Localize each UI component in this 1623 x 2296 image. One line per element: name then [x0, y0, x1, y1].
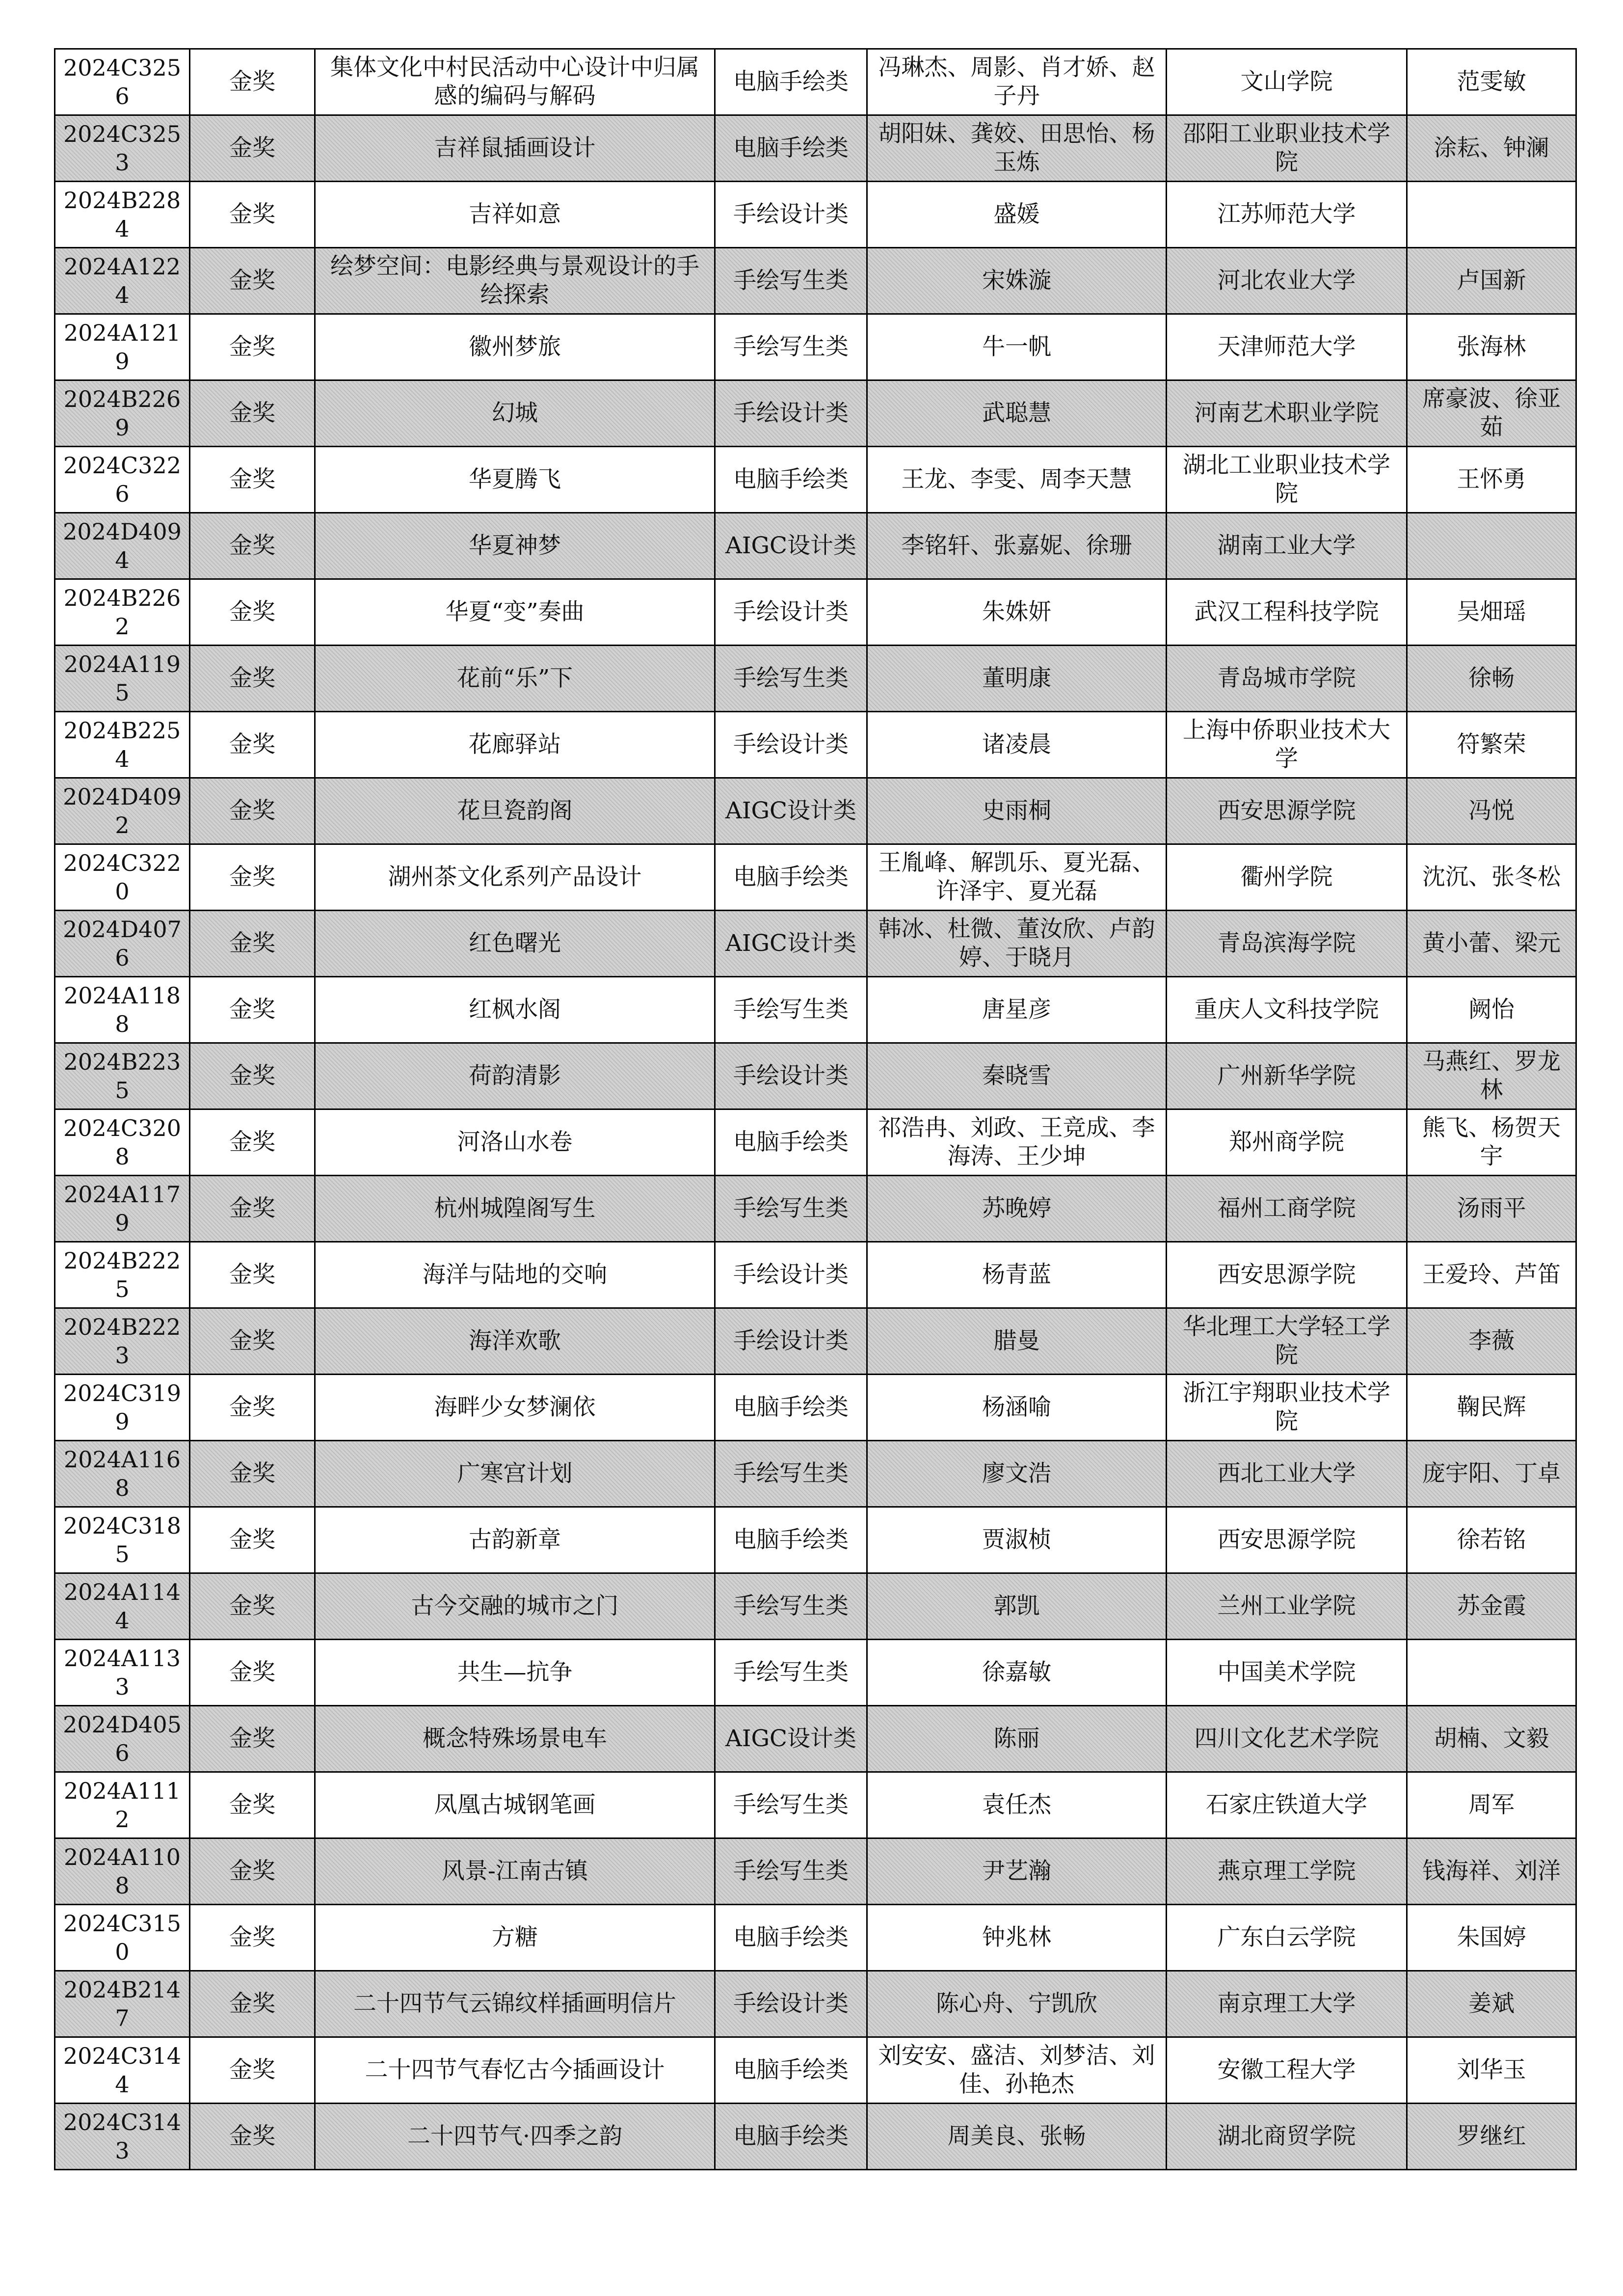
- authors-cell: 钟兆林: [867, 1905, 1167, 1971]
- entry-id-cell: 2024C3208: [55, 1109, 190, 1176]
- table-row: [55, 1573, 1576, 1640]
- table-row: [55, 447, 1576, 513]
- entry-id-cell: 2024A1144: [55, 1573, 190, 1640]
- work-title-cell: 二十四节气·四季之韵: [315, 2104, 715, 2170]
- advisor-cell: 阙怡: [1407, 977, 1576, 1043]
- award-cell: 金奖: [190, 646, 315, 712]
- entry-id-cell: 2024D4094: [55, 513, 190, 579]
- authors-cell: 祁浩冉、刘政、王竞成、李海涛、王少坤: [867, 1109, 1167, 1176]
- advisor-cell: 张海林: [1407, 314, 1576, 380]
- table-row: [55, 513, 1576, 579]
- advisor-cell: 姜斌: [1407, 1971, 1576, 2037]
- advisor-cell: 涂耘、钟澜: [1407, 115, 1576, 182]
- award-cell: 金奖: [190, 314, 315, 380]
- school-cell: 邵阳工业职业技术学院: [1167, 115, 1407, 182]
- award-cell: 金奖: [190, 1242, 315, 1308]
- entry-id-cell: 2024C3150: [55, 1905, 190, 1971]
- school-cell: 湖北工业职业技术学院: [1167, 447, 1407, 513]
- school-cell: 衢州学院: [1167, 844, 1407, 911]
- table-row: [55, 1441, 1576, 1507]
- award-cell: 金奖: [190, 844, 315, 911]
- advisor-cell: [1407, 513, 1576, 579]
- advisor-cell: [1407, 1640, 1576, 1706]
- category-cell: 电脑手绘类: [715, 49, 867, 115]
- school-cell: 福州工商学院: [1167, 1176, 1407, 1242]
- award-cell: 金奖: [190, 1706, 315, 1772]
- table-row: [55, 115, 1576, 182]
- entry-id-cell: 2024B2223: [55, 1308, 190, 1375]
- advisor-cell: 卢国新: [1407, 248, 1576, 314]
- entry-id-cell: 2024B2284: [55, 182, 190, 248]
- entry-id-cell: 2024D4076: [55, 911, 190, 977]
- authors-cell: 胡阳妹、龚姣、田思怡、杨玉炼: [867, 115, 1167, 182]
- category-cell: 手绘设计类: [715, 712, 867, 778]
- advisor-cell: 徐若铭: [1407, 1507, 1576, 1573]
- work-title-cell: 古今交融的城市之门: [315, 1573, 715, 1640]
- entry-id-cell: 2024B2225: [55, 1242, 190, 1308]
- school-cell: 湖北商贸学院: [1167, 2104, 1407, 2170]
- advisor-cell: 马燕红、罗龙林: [1407, 1043, 1576, 1109]
- award-cell: 金奖: [190, 1838, 315, 1905]
- school-cell: 江苏师范大学: [1167, 182, 1407, 248]
- entry-id-cell: 2024A1112: [55, 1772, 190, 1838]
- category-cell: 手绘设计类: [715, 1242, 867, 1308]
- school-cell: 西安思源学院: [1167, 1507, 1407, 1573]
- awards-table: [54, 48, 1577, 2170]
- entry-id-cell: 2024C3143: [55, 2104, 190, 2170]
- award-cell: 金奖: [190, 182, 315, 248]
- entry-id-cell: 2024A1179: [55, 1176, 190, 1242]
- advisor-cell: 徐畅: [1407, 646, 1576, 712]
- work-title-cell: 绘梦空间：电影经典与景观设计的手绘探索: [315, 248, 715, 314]
- school-cell: 西北工业大学: [1167, 1441, 1407, 1507]
- school-cell: 青岛城市学院: [1167, 646, 1407, 712]
- entry-id-cell: 2024B2269: [55, 380, 190, 447]
- authors-cell: 尹艺瀚: [867, 1838, 1167, 1905]
- authors-cell: 董明康: [867, 646, 1167, 712]
- award-cell: 金奖: [190, 2104, 315, 2170]
- school-cell: 武汉工程科技学院: [1167, 579, 1407, 646]
- table-row: [55, 977, 1576, 1043]
- awards-table-body: [55, 49, 1576, 2170]
- advisor-cell: 鞠民辉: [1407, 1375, 1576, 1441]
- authors-cell: 周美良、张畅: [867, 2104, 1167, 2170]
- award-cell: 金奖: [190, 1772, 315, 1838]
- category-cell: 手绘写生类: [715, 646, 867, 712]
- table-row: [55, 248, 1576, 314]
- school-cell: 重庆人文科技学院: [1167, 977, 1407, 1043]
- table-row: [55, 1640, 1576, 1706]
- entry-id-cell: 2024B2262: [55, 579, 190, 646]
- entry-id-cell: 2024B2254: [55, 712, 190, 778]
- table-row: [55, 844, 1576, 911]
- category-cell: 电脑手绘类: [715, 1109, 867, 1176]
- work-title-cell: 荷韵清影: [315, 1043, 715, 1109]
- category-cell: 电脑手绘类: [715, 844, 867, 911]
- award-cell: 金奖: [190, 1176, 315, 1242]
- category-cell: 电脑手绘类: [715, 1375, 867, 1441]
- work-title-cell: 吉祥鼠插画设计: [315, 115, 715, 182]
- advisor-cell: 朱国婷: [1407, 1905, 1576, 1971]
- category-cell: 电脑手绘类: [715, 1905, 867, 1971]
- category-cell: 手绘设计类: [715, 1308, 867, 1375]
- authors-cell: 徐嘉敏: [867, 1640, 1167, 1706]
- award-cell: 金奖: [190, 1640, 315, 1706]
- award-cell: 金奖: [190, 778, 315, 844]
- category-cell: 手绘写生类: [715, 1573, 867, 1640]
- entry-id-cell: 2024A1195: [55, 646, 190, 712]
- category-cell: 电脑手绘类: [715, 2037, 867, 2104]
- award-cell: 金奖: [190, 1971, 315, 2037]
- authors-cell: 冯琳杰、周影、肖才娇、赵子丹: [867, 49, 1167, 115]
- authors-cell: 郭凯: [867, 1573, 1167, 1640]
- award-cell: 金奖: [190, 712, 315, 778]
- advisor-cell: 符繁荣: [1407, 712, 1576, 778]
- work-title-cell: 杭州城隍阁写生: [315, 1176, 715, 1242]
- table-row: [55, 1971, 1576, 2037]
- entry-id-cell: 2024C3253: [55, 115, 190, 182]
- authors-cell: 诸凌晨: [867, 712, 1167, 778]
- table-row: [55, 712, 1576, 778]
- authors-cell: 唐星彦: [867, 977, 1167, 1043]
- entry-id-cell: 2024C3185: [55, 1507, 190, 1573]
- authors-cell: 秦晓雪: [867, 1043, 1167, 1109]
- entry-id-cell: 2024B2147: [55, 1971, 190, 2037]
- authors-cell: 腊曼: [867, 1308, 1167, 1375]
- school-cell: 河南艺术职业学院: [1167, 380, 1407, 447]
- school-cell: 湖南工业大学: [1167, 513, 1407, 579]
- authors-cell: 韩冰、杜微、董汝欣、卢韵婷、于晓月: [867, 911, 1167, 977]
- authors-cell: 袁任杰: [867, 1772, 1167, 1838]
- authors-cell: 贾淑桢: [867, 1507, 1167, 1573]
- table-row: [55, 2104, 1576, 2170]
- school-cell: 广东白云学院: [1167, 1905, 1407, 1971]
- award-cell: 金奖: [190, 1441, 315, 1507]
- advisor-cell: 沈沉、张冬松: [1407, 844, 1576, 911]
- work-title-cell: 概念特殊场景电车: [315, 1706, 715, 1772]
- award-cell: 金奖: [190, 115, 315, 182]
- table-row: [55, 1176, 1576, 1242]
- entry-id-cell: 2024B2235: [55, 1043, 190, 1109]
- category-cell: AIGC设计类: [715, 513, 867, 579]
- award-cell: 金奖: [190, 2037, 315, 2104]
- advisor-cell: 李薇: [1407, 1308, 1576, 1375]
- award-cell: 金奖: [190, 513, 315, 579]
- school-cell: 文山学院: [1167, 49, 1407, 115]
- advisor-cell: 汤雨平: [1407, 1176, 1576, 1242]
- advisor-cell: 席豪波、徐亚茹: [1407, 380, 1576, 447]
- entry-id-cell: 2024C3199: [55, 1375, 190, 1441]
- category-cell: 电脑手绘类: [715, 115, 867, 182]
- work-title-cell: 集体文化中村民活动中心设计中归属感的编码与解码: [315, 49, 715, 115]
- table-row: [55, 1905, 1576, 1971]
- entry-id-cell: 2024A1168: [55, 1441, 190, 1507]
- work-title-cell: 共生—抗争: [315, 1640, 715, 1706]
- table-row: [55, 49, 1576, 115]
- advisor-cell: 周军: [1407, 1772, 1576, 1838]
- work-title-cell: 海畔少女梦澜依: [315, 1375, 715, 1441]
- work-title-cell: 花旦瓷韵阁: [315, 778, 715, 844]
- award-cell: 金奖: [190, 977, 315, 1043]
- table-row: [55, 314, 1576, 380]
- entry-id-cell: 2024C3256: [55, 49, 190, 115]
- work-title-cell: 湖州茶文化系列产品设计: [315, 844, 715, 911]
- category-cell: 手绘设计类: [715, 1043, 867, 1109]
- entry-id-cell: 2024A1133: [55, 1640, 190, 1706]
- category-cell: 手绘写生类: [715, 1176, 867, 1242]
- school-cell: 华北理工大学轻工学院: [1167, 1308, 1407, 1375]
- award-cell: 金奖: [190, 380, 315, 447]
- advisor-cell: 黄小蕾、梁元: [1407, 911, 1576, 977]
- work-title-cell: 红枫水阁: [315, 977, 715, 1043]
- authors-cell: 李铭轩、张嘉妮、徐珊: [867, 513, 1167, 579]
- authors-cell: 王龙、李雯、周李天慧: [867, 447, 1167, 513]
- table-row: [55, 1308, 1576, 1375]
- school-cell: 天津师范大学: [1167, 314, 1407, 380]
- award-cell: 金奖: [190, 1905, 315, 1971]
- school-cell: 燕京理工学院: [1167, 1838, 1407, 1905]
- work-title-cell: 方糖: [315, 1905, 715, 1971]
- category-cell: 手绘写生类: [715, 1838, 867, 1905]
- award-cell: 金奖: [190, 1573, 315, 1640]
- work-title-cell: 广寒宫计划: [315, 1441, 715, 1507]
- table-row: [55, 911, 1576, 977]
- advisor-cell: 冯悦: [1407, 778, 1576, 844]
- table-row: [55, 1375, 1576, 1441]
- table-row: [55, 1772, 1576, 1838]
- school-cell: 石家庄铁道大学: [1167, 1772, 1407, 1838]
- entry-id-cell: 2024A1224: [55, 248, 190, 314]
- advisor-cell: 范雯敏: [1407, 49, 1576, 115]
- table-row: [55, 646, 1576, 712]
- category-cell: 手绘写生类: [715, 1640, 867, 1706]
- award-cell: 金奖: [190, 1308, 315, 1375]
- work-title-cell: 古韵新章: [315, 1507, 715, 1573]
- advisor-cell: 罗继红: [1407, 2104, 1576, 2170]
- award-cell: 金奖: [190, 1043, 315, 1109]
- entry-id-cell: 2024A1188: [55, 977, 190, 1043]
- school-cell: 安徽工程大学: [1167, 2037, 1407, 2104]
- category-cell: 手绘设计类: [715, 182, 867, 248]
- category-cell: 电脑手绘类: [715, 1507, 867, 1573]
- authors-cell: 武聪慧: [867, 380, 1167, 447]
- work-title-cell: 花前“乐”下: [315, 646, 715, 712]
- authors-cell: 牛一帆: [867, 314, 1167, 380]
- awards-table-container: [54, 48, 1575, 2170]
- table-row: [55, 380, 1576, 447]
- school-cell: 南京理工大学: [1167, 1971, 1407, 2037]
- authors-cell: 陈心舟、宁凯欣: [867, 1971, 1167, 2037]
- award-cell: 金奖: [190, 911, 315, 977]
- authors-cell: 苏晚婷: [867, 1176, 1167, 1242]
- category-cell: 手绘设计类: [715, 380, 867, 447]
- category-cell: 电脑手绘类: [715, 2104, 867, 2170]
- school-cell: 西安思源学院: [1167, 1242, 1407, 1308]
- award-cell: 金奖: [190, 49, 315, 115]
- entry-id-cell: 2024D4056: [55, 1706, 190, 1772]
- work-title-cell: 华夏腾飞: [315, 447, 715, 513]
- school-cell: 四川文化艺术学院: [1167, 1706, 1407, 1772]
- category-cell: 手绘写生类: [715, 977, 867, 1043]
- school-cell: 兰州工业学院: [1167, 1573, 1407, 1640]
- school-cell: 河北农业大学: [1167, 248, 1407, 314]
- authors-cell: 陈丽: [867, 1706, 1167, 1772]
- advisor-cell: 刘华玉: [1407, 2037, 1576, 2104]
- award-cell: 金奖: [190, 579, 315, 646]
- school-cell: 青岛滨海学院: [1167, 911, 1407, 977]
- category-cell: 手绘写生类: [715, 1441, 867, 1507]
- authors-cell: 盛媛: [867, 182, 1167, 248]
- entry-id-cell: 2024C3144: [55, 2037, 190, 2104]
- school-cell: 郑州商学院: [1167, 1109, 1407, 1176]
- school-cell: 中国美术学院: [1167, 1640, 1407, 1706]
- work-title-cell: 二十四节气云锦纹样插画明信片: [315, 1971, 715, 2037]
- table-row: [55, 579, 1576, 646]
- authors-cell: 刘安安、盛洁、刘梦洁、刘佳、孙艳杰: [867, 2037, 1167, 2104]
- award-cell: 金奖: [190, 1109, 315, 1176]
- table-row: [55, 1706, 1576, 1772]
- work-title-cell: 风景-江南古镇: [315, 1838, 715, 1905]
- school-cell: 上海中侨职业技术大学: [1167, 712, 1407, 778]
- school-cell: 浙江宇翔职业技术学院: [1167, 1375, 1407, 1441]
- entry-id-cell: 2024D4092: [55, 778, 190, 844]
- category-cell: 手绘写生类: [715, 314, 867, 380]
- work-title-cell: 二十四节气春忆古今插画设计: [315, 2037, 715, 2104]
- authors-cell: 宋姝漩: [867, 248, 1167, 314]
- work-title-cell: 华夏神梦: [315, 513, 715, 579]
- school-cell: 西安思源学院: [1167, 778, 1407, 844]
- advisor-cell: [1407, 182, 1576, 248]
- work-title-cell: 河洛山水卷: [315, 1109, 715, 1176]
- advisor-cell: 胡楠、文毅: [1407, 1706, 1576, 1772]
- advisor-cell: 熊飞、杨贺天宇: [1407, 1109, 1576, 1176]
- table-row: [55, 778, 1576, 844]
- award-cell: 金奖: [190, 1507, 315, 1573]
- authors-cell: 朱姝妍: [867, 579, 1167, 646]
- table-row: [55, 1109, 1576, 1176]
- table-row: [55, 1242, 1576, 1308]
- work-title-cell: 海洋欢歌: [315, 1308, 715, 1375]
- award-cell: 金奖: [190, 1375, 315, 1441]
- advisor-cell: 王怀勇: [1407, 447, 1576, 513]
- entry-id-cell: 2024C3220: [55, 844, 190, 911]
- advisor-cell: 庞宇阳、丁卓: [1407, 1441, 1576, 1507]
- table-row: [55, 1507, 1576, 1573]
- category-cell: AIGC设计类: [715, 1706, 867, 1772]
- authors-cell: 杨涵喻: [867, 1375, 1167, 1441]
- category-cell: 手绘设计类: [715, 579, 867, 646]
- table-row: [55, 1043, 1576, 1109]
- work-title-cell: 海洋与陆地的交响: [315, 1242, 715, 1308]
- authors-cell: 廖文浩: [867, 1441, 1167, 1507]
- advisor-cell: 钱海祥、刘洋: [1407, 1838, 1576, 1905]
- award-cell: 金奖: [190, 447, 315, 513]
- work-title-cell: 花廊驿站: [315, 712, 715, 778]
- award-cell: 金奖: [190, 248, 315, 314]
- authors-cell: 王胤峰、解凯乐、夏光磊、许泽宇、夏光磊: [867, 844, 1167, 911]
- authors-cell: 史雨桐: [867, 778, 1167, 844]
- entry-id-cell: 2024A1219: [55, 314, 190, 380]
- table-row: [55, 182, 1576, 248]
- work-title-cell: 吉祥如意: [315, 182, 715, 248]
- category-cell: 手绘设计类: [715, 1971, 867, 2037]
- category-cell: AIGC设计类: [715, 778, 867, 844]
- category-cell: 电脑手绘类: [715, 447, 867, 513]
- work-title-cell: 红色曙光: [315, 911, 715, 977]
- school-cell: 广州新华学院: [1167, 1043, 1407, 1109]
- category-cell: AIGC设计类: [715, 911, 867, 977]
- work-title-cell: 凤凰古城钢笔画: [315, 1772, 715, 1838]
- entry-id-cell: 2024A1108: [55, 1838, 190, 1905]
- work-title-cell: 幻城: [315, 380, 715, 447]
- work-title-cell: 徽州梦旅: [315, 314, 715, 380]
- advisor-cell: 吴畑瑶: [1407, 579, 1576, 646]
- table-row: [55, 1838, 1576, 1905]
- authors-cell: 杨青蓝: [867, 1242, 1167, 1308]
- category-cell: 手绘写生类: [715, 248, 867, 314]
- category-cell: 手绘写生类: [715, 1772, 867, 1838]
- advisor-cell: 苏金霞: [1407, 1573, 1576, 1640]
- table-row: [55, 2037, 1576, 2104]
- work-title-cell: 华夏“变”奏曲: [315, 579, 715, 646]
- advisor-cell: 王爱玲、芦笛: [1407, 1242, 1576, 1308]
- entry-id-cell: 2024C3226: [55, 447, 190, 513]
